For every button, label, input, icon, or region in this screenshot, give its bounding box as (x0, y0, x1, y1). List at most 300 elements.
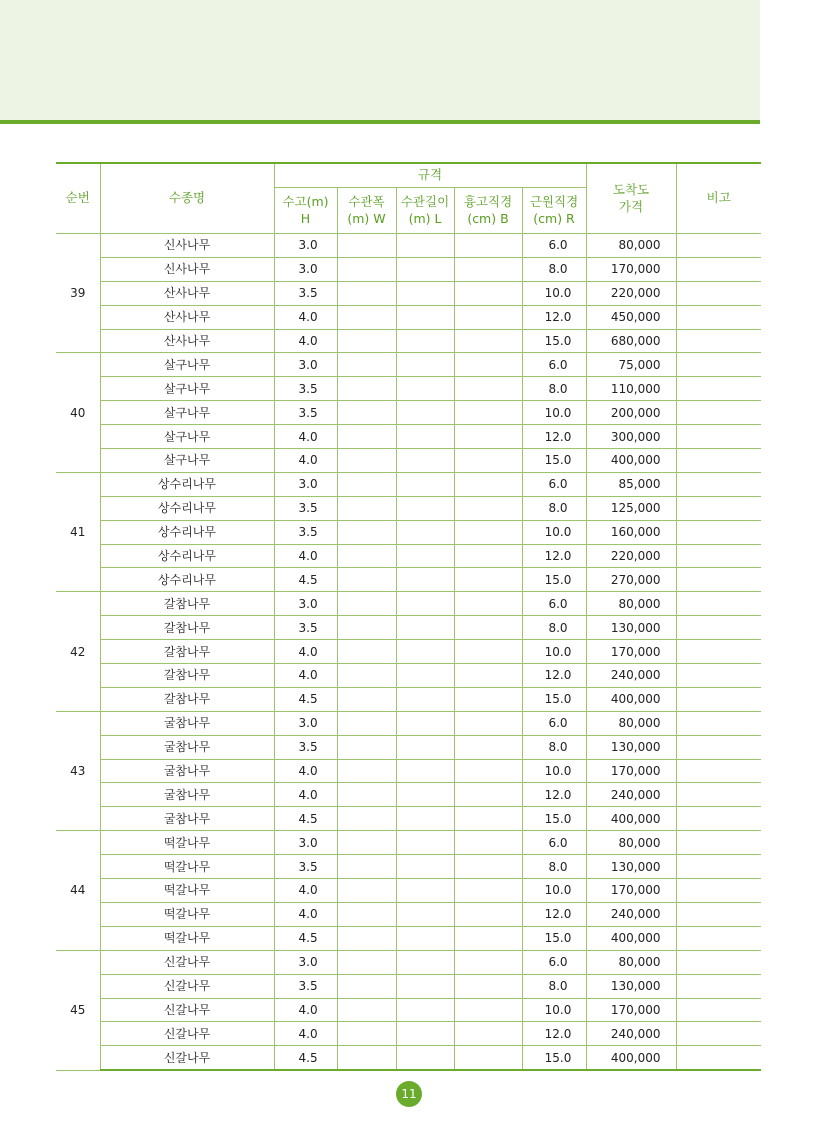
header-crown-width: 수관폭 (m) W (337, 188, 396, 234)
price-value: 80,000 (586, 950, 676, 974)
table-row (56, 425, 761, 449)
breast-diameter-value (454, 257, 522, 281)
price-value: 130,000 (586, 974, 676, 998)
species-name: 신갈나무 (100, 1046, 274, 1070)
price-value: 680,000 (586, 329, 676, 353)
height-value: 4.0 (274, 664, 337, 688)
height-value: 3.0 (274, 950, 337, 974)
species-name: 갈참나무 (100, 616, 274, 640)
crown-width-value (337, 449, 396, 473)
note-value (676, 926, 761, 950)
breast-diameter-value (454, 950, 522, 974)
height-value: 4.0 (274, 783, 337, 807)
breast-diameter-value (454, 831, 522, 855)
crown-width-value (337, 855, 396, 879)
table-row (56, 234, 761, 258)
species-name: 산사나무 (100, 281, 274, 305)
price-value: 200,000 (586, 401, 676, 425)
price-value: 400,000 (586, 1046, 676, 1070)
note-value (676, 687, 761, 711)
note-value (676, 281, 761, 305)
root-diameter-value: 8.0 (522, 257, 586, 281)
breast-diameter-value (454, 879, 522, 903)
header-breast-diameter: 흉고직경 (cm) B (454, 188, 522, 234)
species-name: 갈참나무 (100, 592, 274, 616)
height-value: 3.0 (274, 711, 337, 735)
crown-width-value (337, 305, 396, 329)
header-height: 수고(m) H (274, 188, 337, 234)
species-name: 떡갈나무 (100, 879, 274, 903)
species-name: 떡갈나무 (100, 831, 274, 855)
price-value: 220,000 (586, 544, 676, 568)
crown-length-value (396, 257, 454, 281)
species-name: 떡갈나무 (100, 926, 274, 950)
breast-diameter-value (454, 687, 522, 711)
height-value: 3.5 (274, 616, 337, 640)
header-note: 비고 (676, 163, 761, 234)
root-diameter-value: 12.0 (522, 664, 586, 688)
crown-width-value (337, 377, 396, 401)
height-value: 4.0 (274, 998, 337, 1022)
crown-length-value (396, 974, 454, 998)
group-number: 45 (56, 950, 100, 1070)
note-value (676, 807, 761, 831)
note-value (676, 711, 761, 735)
note-value (676, 664, 761, 688)
crown-length-value (396, 1046, 454, 1070)
price-value: 170,000 (586, 257, 676, 281)
height-value: 4.0 (274, 449, 337, 473)
crown-length-value (396, 807, 454, 831)
table-row (56, 449, 761, 473)
crown-width-value (337, 616, 396, 640)
breast-diameter-value (454, 855, 522, 879)
crown-length-value (396, 687, 454, 711)
root-diameter-value: 12.0 (522, 1022, 586, 1046)
height-value: 3.0 (274, 353, 337, 377)
crown-length-value (396, 401, 454, 425)
breast-diameter-value (454, 1046, 522, 1070)
root-diameter-value: 12.0 (522, 544, 586, 568)
crown-length-value (396, 855, 454, 879)
breast-diameter-value (454, 353, 522, 377)
breast-diameter-value (454, 544, 522, 568)
species-name: 상수리나무 (100, 472, 274, 496)
breast-diameter-value (454, 711, 522, 735)
crown-length-value (396, 305, 454, 329)
note-value (676, 544, 761, 568)
root-diameter-value: 8.0 (522, 377, 586, 401)
table-row (56, 783, 761, 807)
crown-length-value (396, 902, 454, 926)
root-diameter-value: 8.0 (522, 496, 586, 520)
root-diameter-value: 15.0 (522, 568, 586, 592)
price-value: 170,000 (586, 640, 676, 664)
species-name: 살구나무 (100, 353, 274, 377)
price-value: 270,000 (586, 568, 676, 592)
price-table (56, 162, 761, 1071)
breast-diameter-value (454, 926, 522, 950)
root-diameter-value: 10.0 (522, 520, 586, 544)
header-band (0, 0, 760, 120)
crown-length-value (396, 1022, 454, 1046)
species-name: 갈참나무 (100, 640, 274, 664)
price-value: 130,000 (586, 735, 676, 759)
species-name: 신갈나무 (100, 1022, 274, 1046)
note-value (676, 234, 761, 258)
price-value: 125,000 (586, 496, 676, 520)
crown-length-value (396, 496, 454, 520)
breast-diameter-value (454, 377, 522, 401)
table-row (56, 926, 761, 950)
note-value (676, 640, 761, 664)
header-seq: 순번 (56, 163, 100, 234)
table-row (56, 544, 761, 568)
crown-length-value (396, 616, 454, 640)
group-number: 44 (56, 831, 100, 950)
breast-diameter-value (454, 807, 522, 831)
species-name: 상수리나무 (100, 568, 274, 592)
species-name: 떡갈나무 (100, 902, 274, 926)
note-value (676, 329, 761, 353)
table-row (56, 329, 761, 353)
crown-length-value (396, 950, 454, 974)
table-row (56, 640, 761, 664)
price-value: 400,000 (586, 687, 676, 711)
header-rule (0, 120, 760, 124)
height-value: 3.5 (274, 855, 337, 879)
table-row (56, 950, 761, 974)
crown-length-value (396, 998, 454, 1022)
breast-diameter-value (454, 425, 522, 449)
height-value: 4.0 (274, 305, 337, 329)
height-value: 3.5 (274, 520, 337, 544)
breast-diameter-value (454, 401, 522, 425)
root-diameter-value: 10.0 (522, 879, 586, 903)
price-value: 80,000 (586, 831, 676, 855)
note-value (676, 855, 761, 879)
crown-width-value (337, 401, 396, 425)
species-name: 상수리나무 (100, 544, 274, 568)
note-value (676, 520, 761, 544)
root-diameter-value: 10.0 (522, 401, 586, 425)
note-value (676, 257, 761, 281)
table-row (56, 377, 761, 401)
crown-width-value (337, 759, 396, 783)
root-diameter-value: 6.0 (522, 711, 586, 735)
crown-width-value (337, 234, 396, 258)
breast-diameter-value (454, 640, 522, 664)
crown-width-value (337, 329, 396, 353)
note-value (676, 425, 761, 449)
price-value: 400,000 (586, 926, 676, 950)
crown-width-value (337, 998, 396, 1022)
crown-width-value (337, 1022, 396, 1046)
header-spec: 규격 (274, 163, 586, 188)
crown-length-value (396, 783, 454, 807)
root-diameter-value: 12.0 (522, 425, 586, 449)
crown-length-value (396, 568, 454, 592)
table-row (56, 1022, 761, 1046)
species-name: 신갈나무 (100, 950, 274, 974)
crown-width-value (337, 902, 396, 926)
header-species-name: 수종명 (100, 163, 274, 234)
crown-width-value (337, 926, 396, 950)
root-diameter-value: 15.0 (522, 449, 586, 473)
crown-width-value (337, 879, 396, 903)
price-value: 450,000 (586, 305, 676, 329)
root-diameter-value: 15.0 (522, 926, 586, 950)
note-value (676, 592, 761, 616)
height-value: 4.0 (274, 425, 337, 449)
height-value: 4.5 (274, 568, 337, 592)
crown-width-value (337, 711, 396, 735)
height-value: 4.0 (274, 544, 337, 568)
group-number: 41 (56, 472, 100, 591)
table-row (56, 401, 761, 425)
crown-length-value (396, 520, 454, 544)
note-value (676, 735, 761, 759)
table-row (56, 496, 761, 520)
height-value: 3.5 (274, 496, 337, 520)
price-value: 75,000 (586, 353, 676, 377)
species-name: 신사나무 (100, 257, 274, 281)
height-value: 4.0 (274, 1022, 337, 1046)
price-value: 170,000 (586, 759, 676, 783)
breast-diameter-value (454, 974, 522, 998)
species-name: 굴참나무 (100, 807, 274, 831)
root-diameter-value: 8.0 (522, 974, 586, 998)
breast-diameter-value (454, 735, 522, 759)
table-row (56, 592, 761, 616)
crown-width-value (337, 472, 396, 496)
table-row (56, 759, 761, 783)
root-diameter-value: 15.0 (522, 1046, 586, 1070)
crown-width-value (337, 257, 396, 281)
species-name: 상수리나무 (100, 496, 274, 520)
crown-length-value (396, 377, 454, 401)
note-value (676, 1046, 761, 1070)
price-value: 80,000 (586, 711, 676, 735)
crown-length-value (396, 234, 454, 258)
breast-diameter-value (454, 664, 522, 688)
breast-diameter-value (454, 281, 522, 305)
root-diameter-value: 12.0 (522, 305, 586, 329)
species-name: 산사나무 (100, 329, 274, 353)
root-diameter-value: 6.0 (522, 353, 586, 377)
height-value: 4.0 (274, 902, 337, 926)
header-root-diameter: 근원직경 (cm) R (522, 188, 586, 234)
note-value (676, 998, 761, 1022)
crown-width-value (337, 783, 396, 807)
species-name: 살구나무 (100, 401, 274, 425)
breast-diameter-value (454, 305, 522, 329)
note-value (676, 902, 761, 926)
crown-length-value (396, 759, 454, 783)
species-name: 갈참나무 (100, 687, 274, 711)
note-value (676, 1022, 761, 1046)
root-diameter-value: 15.0 (522, 687, 586, 711)
table-row (56, 902, 761, 926)
price-table-container (56, 162, 761, 1071)
height-value: 3.0 (274, 257, 337, 281)
note-value (676, 568, 761, 592)
height-value: 3.0 (274, 592, 337, 616)
note-value (676, 401, 761, 425)
table-row (56, 974, 761, 998)
note-value (676, 305, 761, 329)
price-value: 240,000 (586, 783, 676, 807)
price-value: 170,000 (586, 879, 676, 903)
price-value: 300,000 (586, 425, 676, 449)
price-value: 80,000 (586, 234, 676, 258)
crown-length-value (396, 353, 454, 377)
table-row (56, 520, 761, 544)
group-number: 39 (56, 234, 100, 353)
height-value: 3.5 (274, 401, 337, 425)
breast-diameter-value (454, 759, 522, 783)
root-diameter-value: 6.0 (522, 234, 586, 258)
breast-diameter-value (454, 520, 522, 544)
header-crown-length: 수관길이 (m) L (396, 188, 454, 234)
price-value: 170,000 (586, 998, 676, 1022)
note-value (676, 472, 761, 496)
note-value (676, 449, 761, 473)
price-value: 400,000 (586, 449, 676, 473)
root-diameter-value: 10.0 (522, 281, 586, 305)
breast-diameter-value (454, 329, 522, 353)
note-value (676, 974, 761, 998)
price-value: 160,000 (586, 520, 676, 544)
crown-width-value (337, 640, 396, 664)
table-row (56, 998, 761, 1022)
table-row (56, 353, 761, 377)
crown-width-value (337, 592, 396, 616)
species-name: 신갈나무 (100, 998, 274, 1022)
breast-diameter-value (454, 496, 522, 520)
price-value: 240,000 (586, 902, 676, 926)
breast-diameter-value (454, 449, 522, 473)
species-name: 굴참나무 (100, 783, 274, 807)
height-value: 3.5 (274, 974, 337, 998)
species-name: 살구나무 (100, 425, 274, 449)
breast-diameter-value (454, 783, 522, 807)
height-value: 3.0 (274, 831, 337, 855)
height-value: 4.5 (274, 926, 337, 950)
breast-diameter-value (454, 998, 522, 1022)
table-row (56, 257, 761, 281)
crown-width-value (337, 687, 396, 711)
price-value: 130,000 (586, 616, 676, 640)
price-value: 110,000 (586, 377, 676, 401)
page-number: 11 (396, 1081, 422, 1107)
species-name: 굴참나무 (100, 735, 274, 759)
root-diameter-value: 15.0 (522, 329, 586, 353)
species-name: 상수리나무 (100, 520, 274, 544)
group-number: 43 (56, 711, 100, 830)
price-value: 240,000 (586, 664, 676, 688)
note-value (676, 353, 761, 377)
height-value: 4.5 (274, 1046, 337, 1070)
table-row (56, 831, 761, 855)
table-row (56, 616, 761, 640)
height-value: 3.0 (274, 234, 337, 258)
height-value: 4.0 (274, 759, 337, 783)
note-value (676, 783, 761, 807)
height-value: 4.5 (274, 807, 337, 831)
table-row (56, 855, 761, 879)
crown-length-value (396, 592, 454, 616)
species-name: 신사나무 (100, 234, 274, 258)
note-value (676, 950, 761, 974)
crown-width-value (337, 1046, 396, 1070)
price-value: 240,000 (586, 1022, 676, 1046)
crown-width-value (337, 520, 396, 544)
height-value: 4.0 (274, 640, 337, 664)
crown-length-value (396, 281, 454, 305)
group-number: 42 (56, 592, 100, 711)
crown-length-value (396, 544, 454, 568)
breast-diameter-value (454, 234, 522, 258)
note-value (676, 759, 761, 783)
height-value: 3.5 (274, 735, 337, 759)
root-diameter-value: 6.0 (522, 950, 586, 974)
crown-width-value (337, 664, 396, 688)
species-name: 신갈나무 (100, 974, 274, 998)
species-name: 떡갈나무 (100, 855, 274, 879)
crown-width-value (337, 831, 396, 855)
root-diameter-value: 6.0 (522, 831, 586, 855)
crown-length-value (396, 472, 454, 496)
species-name: 산사나무 (100, 305, 274, 329)
height-value: 4.0 (274, 329, 337, 353)
crown-width-value (337, 425, 396, 449)
root-diameter-value: 10.0 (522, 759, 586, 783)
root-diameter-value: 6.0 (522, 472, 586, 496)
price-value: 80,000 (586, 592, 676, 616)
root-diameter-value: 6.0 (522, 592, 586, 616)
table-row (56, 472, 761, 496)
breast-diameter-value (454, 592, 522, 616)
breast-diameter-value (454, 568, 522, 592)
breast-diameter-value (454, 472, 522, 496)
note-value (676, 879, 761, 903)
crown-width-value (337, 496, 396, 520)
header-price: 도착도 가격 (586, 163, 676, 234)
crown-length-value (396, 664, 454, 688)
note-value (676, 377, 761, 401)
crown-width-value (337, 974, 396, 998)
crown-width-value (337, 950, 396, 974)
species-name: 살구나무 (100, 449, 274, 473)
species-name: 갈참나무 (100, 664, 274, 688)
table-row (56, 281, 761, 305)
table-row (56, 1046, 761, 1070)
height-value: 4.0 (274, 879, 337, 903)
table-row (56, 711, 761, 735)
note-value (676, 831, 761, 855)
note-value (676, 496, 761, 520)
root-diameter-value: 8.0 (522, 855, 586, 879)
crown-width-value (337, 735, 396, 759)
table-row (56, 879, 761, 903)
crown-length-value (396, 879, 454, 903)
crown-length-value (396, 711, 454, 735)
breast-diameter-value (454, 1022, 522, 1046)
crown-width-value (337, 807, 396, 831)
crown-length-value (396, 735, 454, 759)
table-row (56, 664, 761, 688)
